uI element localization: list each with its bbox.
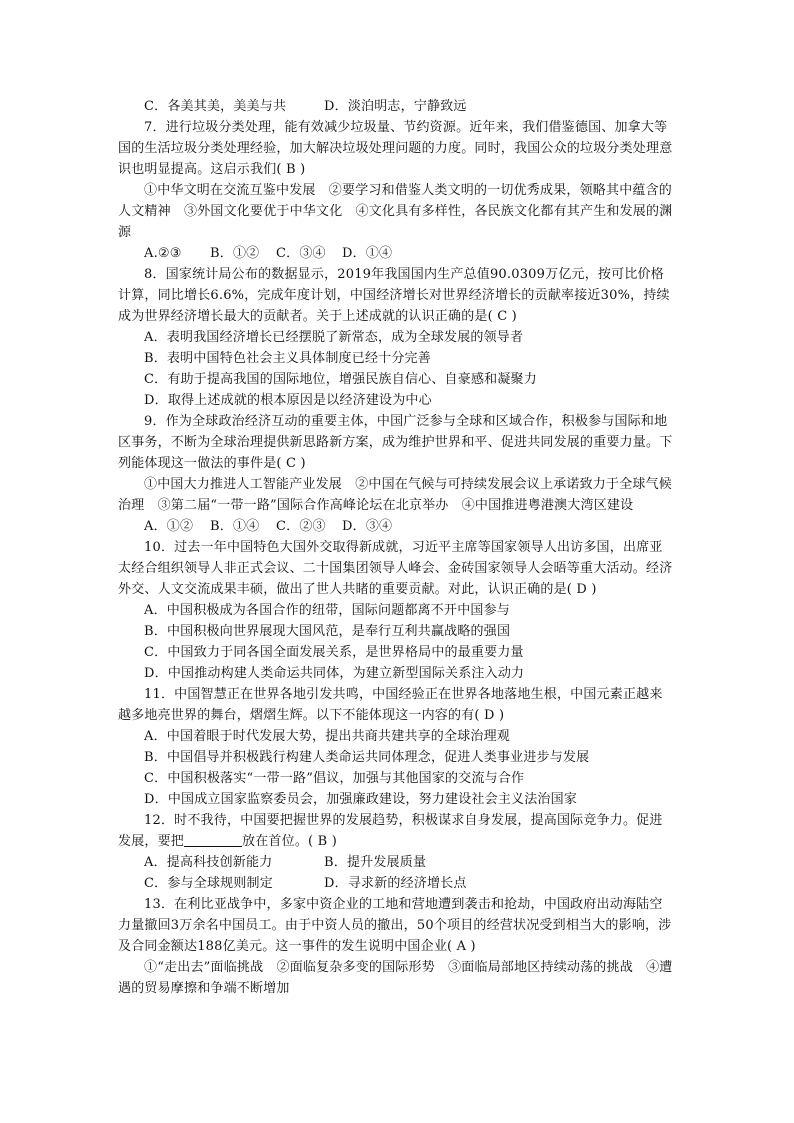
q12-stem [118, 810, 675, 852]
q12-option-d: D．寻求新的经济增长点 [324, 876, 467, 891]
q11-option-a: A．中国着眼于时代发展大势，提出共商共建共享的全球治理观 [144, 729, 510, 744]
q7-option-c: C．③④ [276, 246, 326, 261]
q9-option-c: C．②③ [276, 519, 326, 534]
q7-option-b: B．①② [210, 246, 260, 261]
q9-stem: 9．作为全球政治经济互动的重要主体，中国广泛参与全球和区域合作，积极参与国际和地区事务，不断为全球治理提供新思路新方案，成为维护世界和平、促进共同发展的重要力量。下列能体现这一做法的事件是( C ) [118, 414, 673, 471]
q8-option-b: B．表明中国特色社会主义具体制度已经十分完善 [144, 351, 431, 366]
q13-items: ①“走出去”面临挑战 ②面临复杂多变的国际形势 ③面临局部地区持续动荡的挑战 ④遭遇的贸易摩擦和争端不断增加 [118, 960, 673, 996]
q13-stem: 13．在利比亚战争中，多家中资企业的工地和营地遭到袭击和抢劫，中国政府出动海陆空力量撤回3万余名中国员工。由于中资人员的撤出，50个项目的经营状况受到相当大的影响，涉及合同金额达188亿美元。这一事件的发生说明中国企业( A ) [118, 897, 672, 954]
q12-option-a: A．提高科技创新能力 [144, 855, 273, 870]
q11-option-c: C．中国积极落实“一带一路”倡议，加强与其他国家的交流与合作 [144, 771, 525, 786]
q10-option-a: A．中国积极成为各国合作的纽带，国际问题都离不开中国参与 [144, 603, 510, 618]
q9-items: ①中国大力推进人工智能产业发展 ②中国在气候与可持续发展会议上承诺致力于全球气候治理 ③第二届“一带一路”国际合作高峰论坛在北京举办 ④中国推进粤港澳大湾区建设 [118, 477, 673, 513]
q7-option-a: A.②③ [144, 246, 182, 261]
q10-option-d: D．中国推动构建人类命运共同体，为建立新型国际关系注入动力 [144, 666, 525, 681]
q9-option-d: D．③④ [342, 519, 393, 534]
q12-option-b: B．提升发展质量 [324, 855, 427, 870]
q12-option-c: C．参与全球规则制定 [144, 876, 273, 891]
q8-stem: 8．国家统计局公布的数据显示，2019年我国国内生产总值90.0309万亿元，按可比价格计算，同比增长6.6%，完成年度计划，中国经济增长对世界经济增长的贡献率接近30%，持续成为世界经济增长最大的贡献者。关于上述成就的认识正确的是( C ) [118, 267, 670, 324]
q11-option-b: B．中国倡导并积极践行构建人类命运共同体理念，促进人类事业进步与发展 [144, 750, 590, 765]
q6-options [118, 96, 701, 117]
q9-option-b: B．①④ [210, 519, 260, 534]
q6-option-c: C．各美其美，美美与共 [144, 99, 287, 114]
q11-stem: 11．中国智慧正在世界各地引发共鸣，中国经验正在世界各地落地生根，中国元素正越来越多地亮世界的舞台，熠熠生辉。以下不能体现这一内容的有( D ) [118, 687, 663, 723]
q7-options [118, 243, 701, 264]
q10-stem: 10．过去一年中国特色大国外交取得新成就，习近平主席等国家领导人出访多国，出席亚太经合组织领导人非正式会议、二十国集团领导人峰会、金砖国家领导人会晤等重大活动。经济外交、人文交流成果丰硕，做出了世人共睹的重要贡献。对此，认识正确的是( D ) [118, 540, 673, 597]
answer-blank [184, 832, 242, 847]
q11-option-d: D．中国成立国家监察委员会，加强廉政建设，努力建设社会主义法治国家 [144, 792, 578, 807]
q8-option-c: C．有助于提高我国的国际地位，增强民族自信心、自豪感和凝聚力 [144, 372, 537, 387]
q12-stem-part1: 12．时不我待，中国要把握世界的发展趋势，积极谋求自身发展，提高国际竞争力。促进发展，要把 [118, 813, 663, 849]
q7-option-d: D．①④ [342, 246, 393, 261]
q7-stem: 7．进行垃圾分类处理，能有效减少垃圾量、节约资源。近年来，我们借鉴德国、加拿大等国的生活垃圾分类处理经验，加大解决垃圾处理问题的力度。同时，我国公众的垃圾分类处理意识也明显提高。这启示我们( B ) [118, 120, 673, 177]
q12-options-row1 [118, 852, 701, 873]
q12-options-row2 [118, 873, 701, 894]
q12-stem-part2: 放在首位。( B ) [242, 834, 337, 849]
q8-option-a: A．表明我国经济增长已经摆脱了新常态，成为全球发展的领导者 [144, 330, 524, 345]
q8-option-d: D．取得上述成就的根本原因是以经济建设为中心 [144, 393, 432, 408]
q9-options [118, 516, 701, 537]
q9-option-a: A．①② [144, 519, 194, 534]
q10-option-b: B．中国积极向世界展现大国风范，是奉行互利共赢战略的强国 [144, 624, 511, 639]
q7-items: ①中华文明在交流互鉴中发展 ②要学习和借鉴人类文明的一切优秀成果，领略其中蕴含的人文精神 ③外国文化要优于中华文化 ④文化具有多样性，各民族文化都有其产生和发展的渊源 [118, 183, 673, 240]
q6-option-d: D．淡泊明志，宁静致远 [324, 99, 467, 114]
q10-option-c: C．中国致力于同各国全面发展关系，是世界格局中的最重要力量 [144, 645, 524, 660]
